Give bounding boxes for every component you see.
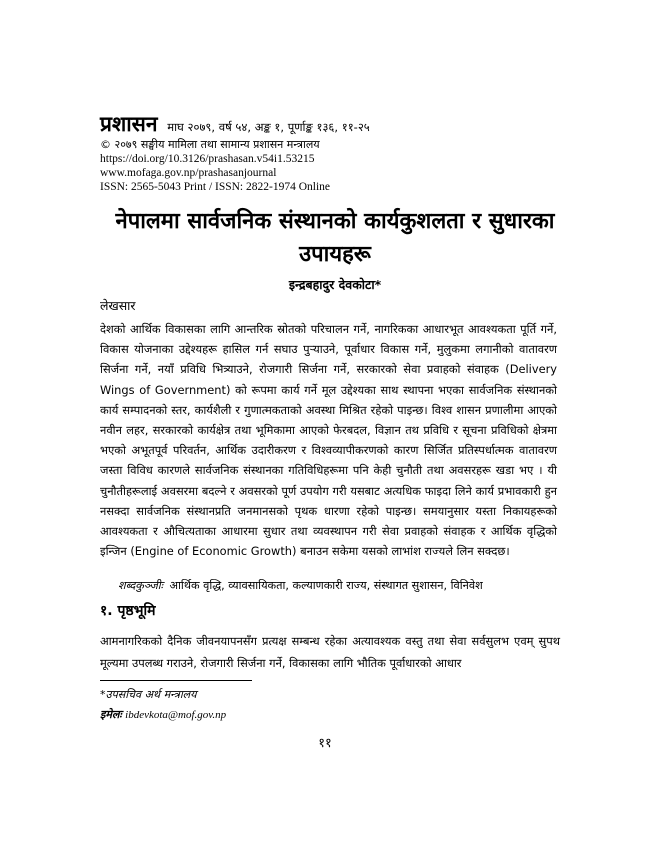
keywords-text: आर्थिक वृद्धि, व्यावसायिकता, कल्याणकारी राज्य, संस्थागत सुशासन, विनिवेश bbox=[169, 579, 483, 592]
abstract-body bbox=[100, 319, 557, 561]
article-title: नेपालमा सार्वजनिक संस्थानको कार्यकुशलता र सुधारका उपायहरू bbox=[115, 209, 555, 267]
doi-link[interactable]: https://doi.org/10.3126/prashasan.v54i1.53215 bbox=[100, 153, 315, 165]
footnote-email-line bbox=[100, 707, 226, 722]
page-number: ११ bbox=[318, 736, 332, 751]
abstract-paragraph: देशको आर्थिक विकासका लागि आन्तरिक स्रोतको परिचालन गर्ने, नागरिकका आधारभूत आवश्यकता पूर्ति गर्ने, विकास योजनाका उद्देश्यहरू हासिल गर्न सघाउ पुऱ्याउने, पूर्वाधार विकास गर्ने, मुलुकमा लगानीको वातावरण सिर्जना गर्ने, नयाँ प्रविधि भित्र्याउने, रोजगारी सिर्जना गर्ने, सरकारको सेवा प्रवाहको संवाहक (Delivery Wings of Government) को रूपमा कार्य गर्ने मूल उद्देश्यका साथ स्थापना भएका सार्वजनिक संस्थानको कार्य सम्पादनको स्तर, कार्यशैली र गुणात्मकताको अवस्था मिश्रित रहेको पाइन्छ। विश्व शासन प्रणालीमा आएको नवीन लहर, सरकारको कार्यक्षेत्र तथा भूमिकामा आएको फेरबदल, विज्ञान तथ प्रविधि र सूचना प्रविधिको क्षेत्रमा भएको अभूतपूर्व परिवर्तन, आर्थिक उदारीकरण र विश्वव्यापीकरणको कारण सिर्जित प्रतिस्पर्धात्मक वातावरण जस्ता विविध कारणले सार्वजनिक संस्थानका गतिविधिहरूमा पनि केही चुनौती तथा अवसरहरू खडा भए । यी चुनौतीहरूलाई अवसरमा बदल्ने र अवसरको पूर्ण उपयोग गरी यसबाट अत्यधिक फाइदा लिने कार्य प्रभावकारी हुन नसक्दा सार्वजनिक संस्थानप्रति जनमानसको पृथक धारणा रहेको पाइन्छ। समयानुसार यस्ता निकायहरूको आवश्यकता र औचित्यताका आधारमा सुधार तथा व्यवस्थापन गरी सेवा प्रवाहको संवाहक र आर्थिक वृद्धिको इन्जिन (Engine of Economic Growth) बनाउन सकेमा यसको लाभांश राज्यले लिन सक्दछ। bbox=[100, 322, 557, 559]
article-author: इन्द्रबहादुर देवकोटा* bbox=[288, 277, 382, 292]
website-link[interactable]: www.mofaga.gov.np/prashasanjournal bbox=[100, 167, 277, 179]
section-paragraph: आमनागरिकको दैनिक जीवनयापनसँग प्रत्यक्ष सम्बन्ध रहेका अत्यावश्यक वस्तु तथा सेवा सर्वसुलभ एवम् सुपथ मूल्यमा उपलब्ध गराउने, रोजगारी सिर्जना गर्ने, विकासका लागि भौतिक पूर्वाधारको आधार bbox=[100, 634, 560, 670]
keywords-label: शब्दकुञ्जीः bbox=[118, 579, 163, 592]
journal-issue: माघ २०७९, वर्ष ५४, अङ्क १, पूर्णाङ्क १३६, ११-२५ bbox=[167, 120, 370, 134]
footnote-divider bbox=[100, 680, 252, 681]
footnote-affiliation: *उपसचिव अर्थ मन्त्रालय bbox=[100, 688, 197, 701]
journal-name: प्रशासन bbox=[100, 112, 158, 136]
abstract-heading: लेखसार bbox=[100, 298, 136, 313]
section-heading: १. पृष्ठभूमि bbox=[100, 603, 156, 619]
issn-line: ISSN: 2565-5043 Print / ISSN: 2822-1974 Online bbox=[100, 181, 331, 193]
email-link[interactable]: ibdevkota@mof.gov.np bbox=[125, 709, 227, 721]
email-label: इमेलः bbox=[100, 708, 122, 721]
copyright-line: © २०७९ सङ्घीय मामिला तथा सामान्य प्रशासन मन्त्रालय bbox=[100, 138, 320, 151]
journal-header bbox=[100, 110, 570, 138]
section-body bbox=[100, 631, 560, 674]
keywords-line bbox=[118, 578, 568, 593]
